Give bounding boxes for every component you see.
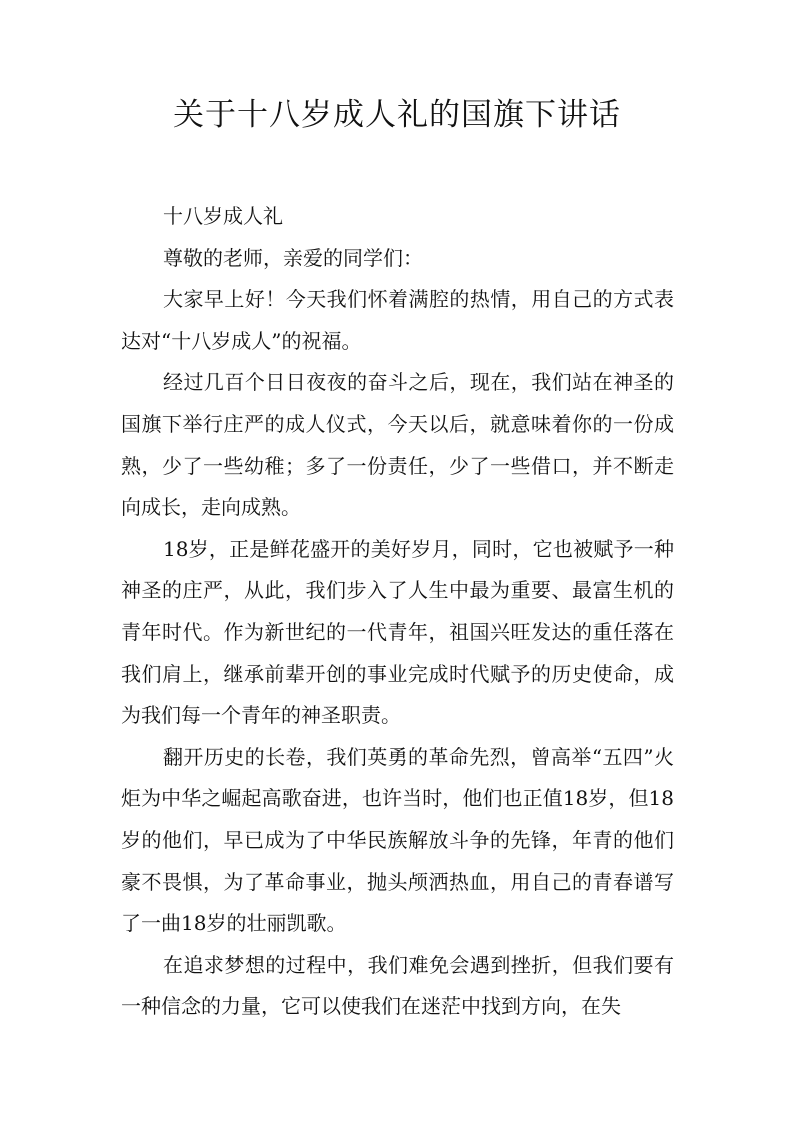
document-title: 关于十八岁成人礼的国旗下讲话 bbox=[173, 97, 621, 133]
paragraph-dreams: 在追求梦想的过程中，我们难免会遇到挫折，但我们要有一种信念的力量，它可以使我们在迷茫中找到方向，在失 bbox=[121, 952, 674, 1019]
paragraph-history: 翻开历史的长卷，我们英勇的革命先烈，曾高举“五四”火炬为中华之崛起高歌奋进，也许当时，他们也正值18岁，但18岁的他们，早已成为了中华民族解放斗争的先锋，年青的他们豪不畏惧，为了革命事业，抛头颅洒热血，用自己的青春谱写了一曲18岁的壮丽凯歌。 bbox=[121, 744, 674, 936]
paragraph-greeting: 大家早上好！今天我们怀着满腔的热情，用自己的方式表达对“十八岁成人”的祝福。 bbox=[121, 287, 674, 353]
document-body bbox=[121, 196, 674, 1028]
paragraph-heading: 十八岁成人礼 bbox=[163, 204, 283, 228]
paragraph-salutation: 尊敬的老师，亲爱的同学们： bbox=[163, 245, 423, 270]
paragraph-eighteen: 18岁，正是鲜花盛开的美好岁月，同时，它也被赋予一种神圣的庄严，从此，我们步入了人生中最为重要、最富生机的青年时代。作为新世纪的一代青年，祖国兴旺发达的重任落在我们肩上，继承前辈开创的事业完成时代赋予的历史使命，成为我们每一个青年的神圣职责。 bbox=[121, 536, 674, 728]
paragraph-ceremony: 经过几百个日日夜夜的奋斗之后，现在，我们站在神圣的国旗下举行庄严的成人仪式，今天以后，就意味着你的一份成熟，少了一些幼稚；多了一份责任，少了一些借口，并不断走向成长，走向成熟。 bbox=[121, 370, 674, 520]
